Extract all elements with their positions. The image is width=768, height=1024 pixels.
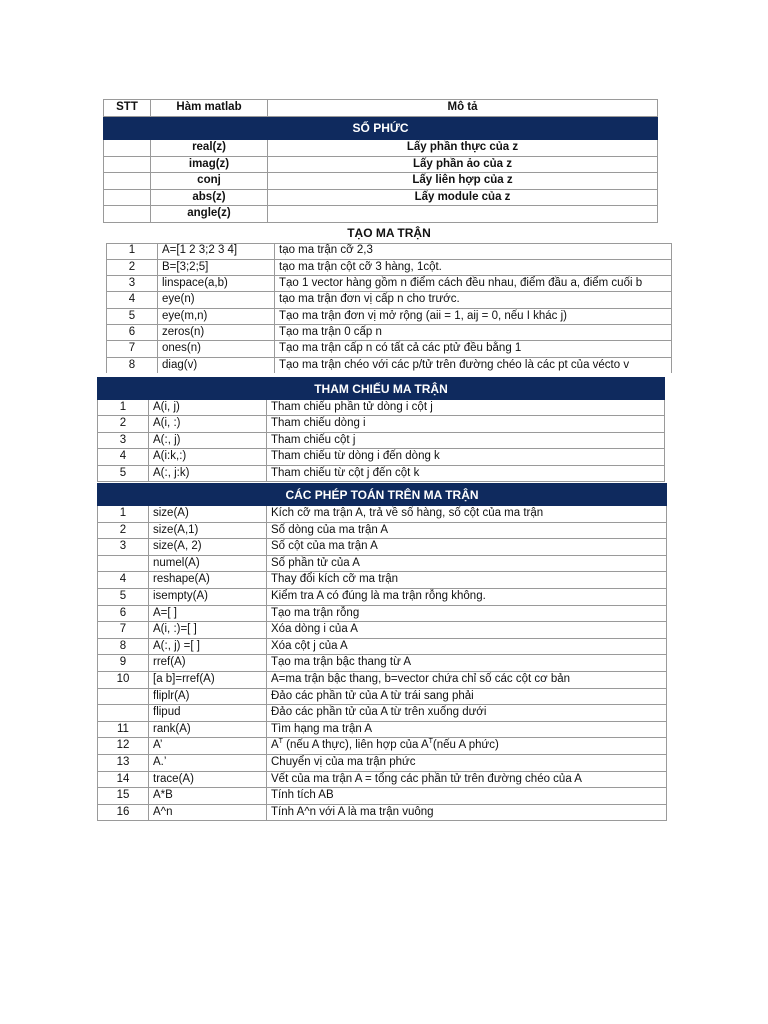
- function-cell: A’: [149, 738, 267, 755]
- section-title-complex: SỐ PHỨC: [104, 117, 658, 140]
- description-cell: Đảo các phần tử của A từ trái sang phải: [267, 688, 667, 705]
- row-number: 15: [98, 788, 149, 805]
- function-cell: linspace(a,b): [158, 276, 275, 292]
- table-row: [98, 555, 667, 572]
- function-cell: imag(z): [151, 156, 268, 173]
- function-cell: numel(A): [149, 555, 267, 572]
- function-cell: conj: [151, 173, 268, 190]
- table-row: [107, 292, 672, 308]
- table-row: [98, 804, 667, 821]
- function-cell: size(A, 2): [149, 539, 267, 556]
- table-row: [98, 771, 667, 788]
- description-cell: Đảo các phần tử của A từ trên xuống dưới: [267, 705, 667, 722]
- description-cell: tạo ma trận đơn vị cấp n cho trước.: [275, 292, 672, 308]
- section-title-operations: CÁC PHÉP TOÁN TRÊN MA TRẬN: [98, 484, 667, 506]
- table-row: [98, 465, 665, 481]
- description-cell: $A^T$ (nếu A thực), liên hợp của $A^T(nếu$ A phức): [267, 738, 667, 755]
- description-cell: tạo ma trận cột cỡ 3 hàng, 1cột.: [275, 259, 672, 275]
- create-matrix-table: [106, 223, 672, 373]
- table-row: [98, 655, 667, 672]
- description-cell: Tham chiếu phần tử dòng i cột j: [267, 400, 665, 416]
- complex-table: [103, 99, 658, 223]
- function-cell: A(i, :)=[ ]: [149, 622, 267, 639]
- description-cell: Tạo ma trận 0 cấp n: [275, 324, 672, 340]
- table-row: [98, 416, 665, 432]
- table-row: [98, 738, 667, 755]
- description-cell: Tham chiếu cột j: [267, 432, 665, 448]
- header-description: Mô tả: [268, 100, 658, 117]
- table-row: [98, 705, 667, 722]
- section-title-create: TẠO MA TRẬN: [107, 223, 672, 243]
- row-number: 6: [107, 324, 158, 340]
- row-number: [98, 688, 149, 705]
- description-cell: Tạo ma trận rỗng: [267, 605, 667, 622]
- function-cell: eye(n): [158, 292, 275, 308]
- table-row: [98, 539, 667, 556]
- function-cell: abs(z): [151, 189, 268, 206]
- row-number: 4: [98, 572, 149, 589]
- table-row: [98, 688, 667, 705]
- description-cell: Số dòng của ma trận A: [267, 522, 667, 539]
- row-number: 13: [98, 754, 149, 771]
- function-cell: reshape(A): [149, 572, 267, 589]
- description-cell: Tìm hạng ma trận A: [267, 721, 667, 738]
- table-row: [98, 622, 667, 639]
- function-cell: zeros(n): [158, 324, 275, 340]
- section-bar-complex: [104, 117, 658, 140]
- function-cell: isempty(A): [149, 588, 267, 605]
- description-cell: Số cột của ma trận A: [267, 539, 667, 556]
- function-cell: size(A,1): [149, 522, 267, 539]
- description-cell: Lấy liên hợp của z: [268, 173, 658, 190]
- function-cell: flipud: [149, 705, 267, 722]
- function-cell: [a b]=rref(A): [149, 671, 267, 688]
- table-row: [98, 449, 665, 465]
- function-cell: trace(A): [149, 771, 267, 788]
- function-cell: rank(A): [149, 721, 267, 738]
- function-cell: A=[1 2 3;2 3 4]: [158, 243, 275, 259]
- row-number: 1: [98, 506, 149, 523]
- reference-table: [97, 377, 665, 482]
- function-cell: size(A): [149, 506, 267, 523]
- table-row: [98, 754, 667, 771]
- table-row: [104, 156, 658, 173]
- section-bar-create: [107, 223, 672, 243]
- description-cell: Xóa dòng i của A: [267, 622, 667, 639]
- description-cell: Tham chiếu từ dòng i đến dòng k: [267, 449, 665, 465]
- table-row: [98, 605, 667, 622]
- function-cell: fliplr(A): [149, 688, 267, 705]
- row-number: 7: [107, 341, 158, 357]
- row-number: 1: [107, 243, 158, 259]
- row-number: 8: [98, 638, 149, 655]
- description-cell: Tham chiếu từ cột j đến cột k: [267, 465, 665, 481]
- row-number: 3: [98, 539, 149, 556]
- section-title-reference: THAM CHIẾU MA TRẬN: [98, 378, 665, 400]
- description-cell: Tạo ma trận chéo với các p/tử trên đường chéo là các pt của vécto v: [275, 357, 672, 373]
- operations-table: [97, 483, 667, 821]
- description-cell: Vết của ma trận A = tổng các phần tử trên đường chéo của A: [267, 771, 667, 788]
- row-number: 7: [98, 622, 149, 639]
- table-row: [98, 638, 667, 655]
- header-stt: STT: [104, 100, 151, 117]
- table-row: [107, 357, 672, 373]
- function-cell: A(i:k,:): [149, 449, 267, 465]
- row-number: 8: [107, 357, 158, 373]
- function-cell: A(:, j) =[ ]: [149, 638, 267, 655]
- row-number: 3: [107, 276, 158, 292]
- row-number: 11: [98, 721, 149, 738]
- description-cell: Kiểm tra A có đúng là ma trận rỗng không.: [267, 588, 667, 605]
- header-function: Hàm matlab: [151, 100, 268, 117]
- function-cell: A=[ ]: [149, 605, 267, 622]
- table-row: [104, 189, 658, 206]
- description-cell: Thay đổi kích cỡ ma trận: [267, 572, 667, 589]
- description-cell: tạo ma trận cỡ 2,3: [275, 243, 672, 259]
- row-number: 9: [98, 655, 149, 672]
- table-row: [98, 572, 667, 589]
- description-cell: Tạo ma trận cấp n có tất cả các ptử đều bằng 1: [275, 341, 672, 357]
- description-cell: Xóa cột j của A: [267, 638, 667, 655]
- table-row: [98, 788, 667, 805]
- table-row: [107, 341, 672, 357]
- table-row: [107, 308, 672, 324]
- description-cell: Tạo ma trận bậc thang từ A: [267, 655, 667, 672]
- description-cell: Tạo ma trận đơn vị mở rộng (aii = 1, aij = 0, nếu I khác j): [275, 308, 672, 324]
- function-cell: ones(n): [158, 341, 275, 357]
- description-cell: Tính A^n với A là ma trận vuông: [267, 804, 667, 821]
- table-row: [98, 671, 667, 688]
- description-cell: Tính tích AB: [267, 788, 667, 805]
- row-number: 5: [107, 308, 158, 324]
- function-cell: angle(z): [151, 206, 268, 223]
- table-row: [98, 432, 665, 448]
- row-number: 6: [98, 605, 149, 622]
- table-row: [104, 173, 658, 190]
- function-cell: A(i, :): [149, 416, 267, 432]
- function-cell: diag(v): [158, 357, 275, 373]
- row-number: 4: [107, 292, 158, 308]
- row-number: 1: [98, 400, 149, 416]
- row-number: 5: [98, 465, 149, 481]
- table-row: [98, 522, 667, 539]
- function-cell: A^n: [149, 804, 267, 821]
- function-cell: A(:, j:k): [149, 465, 267, 481]
- row-number: 4: [98, 449, 149, 465]
- description-cell: A=ma trận bậc thang, b=vector chứa chỉ số các cột cơ bản: [267, 671, 667, 688]
- function-cell: real(z): [151, 140, 268, 157]
- table-row: [98, 721, 667, 738]
- row-number: 5: [98, 588, 149, 605]
- function-cell: A(i, j): [149, 400, 267, 416]
- row-number: 16: [98, 804, 149, 821]
- description-cell: Lấy phần thực của z: [268, 140, 658, 157]
- row-number: [98, 555, 149, 572]
- function-cell: eye(m,n): [158, 308, 275, 324]
- function-cell: A.’: [149, 754, 267, 771]
- description-cell: Lấy phần ảo của z: [268, 156, 658, 173]
- description-cell: Kích cỡ ma trận A, trả về số hàng, số cột của ma trận: [267, 506, 667, 523]
- function-cell: A(:, j): [149, 432, 267, 448]
- row-number: 2: [98, 416, 149, 432]
- row-number: 10: [98, 671, 149, 688]
- section-bar-reference: [98, 378, 665, 400]
- description-cell: Lấy module của z: [268, 189, 658, 206]
- description-cell: Tạo 1 vector hàng gồm n điểm cách đều nhau, điểm đầu a, điểm cuối b: [275, 276, 672, 292]
- table-row: [98, 400, 665, 416]
- table-row: [104, 140, 658, 157]
- row-number: 12: [98, 738, 149, 755]
- table-header-row: [104, 100, 658, 117]
- row-number: 2: [107, 259, 158, 275]
- description-cell: [268, 206, 658, 223]
- description-cell: Chuyển vị của ma trận phức: [267, 754, 667, 771]
- function-cell: B=[3;2;5]: [158, 259, 275, 275]
- description-cell: Số phần tử của A: [267, 555, 667, 572]
- row-number: [98, 705, 149, 722]
- section-bar-operations: [98, 484, 667, 506]
- row-number: 3: [98, 432, 149, 448]
- table-row: [98, 588, 667, 605]
- table-row: [98, 506, 667, 523]
- row-number: 2: [98, 522, 149, 539]
- function-cell: A*B: [149, 788, 267, 805]
- table-row: [107, 276, 672, 292]
- table-row: [107, 243, 672, 259]
- function-cell: rref(A): [149, 655, 267, 672]
- table-row: [107, 259, 672, 275]
- row-number: 14: [98, 771, 149, 788]
- table-row: [104, 206, 658, 223]
- description-cell: Tham chiếu dòng i: [267, 416, 665, 432]
- table-row: [107, 324, 672, 340]
